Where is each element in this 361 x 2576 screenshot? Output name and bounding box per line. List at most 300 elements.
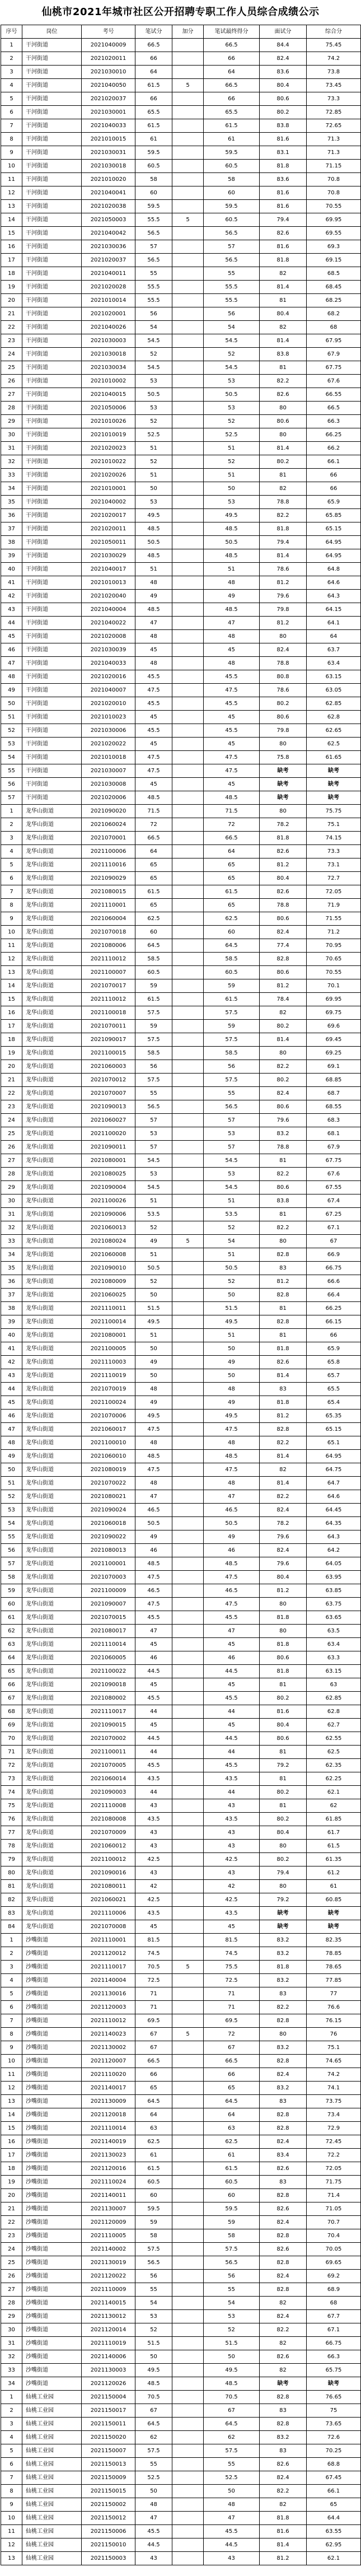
cell-bonus [172,697,204,711]
cell-written-score: 60.5 [135,966,172,979]
cell-bonus [172,1477,204,1490]
cell-post: 龙华山街道 [22,1194,82,1208]
cell-index: 32 [1,2350,22,2364]
cell-bonus [172,1625,204,1638]
cell-post: 干河街道 [22,146,82,160]
cell-post: 干河街道 [22,415,82,428]
cell-interview-score: 81.6 [260,2525,307,2538]
cell-interview-score: 82.8 [260,953,307,966]
cell-post: 仙桃工业园 [22,2391,82,2404]
cell-final-written-score: 53 [204,2310,260,2323]
cell-post: 龙华山街道 [22,1826,82,1840]
cell-final-written-score: 56.5 [204,2256,260,2270]
cell-bonus [172,2323,204,2337]
cell-post: 干河街道 [22,348,82,361]
cell-total-score: 67.95 [307,334,361,348]
cell-bonus [172,536,204,549]
cell-exam-number: 2021110019 [82,2337,135,2350]
cell-total-score: 缺考 [307,764,361,778]
cell-total-score: 66.15 [307,1315,361,1329]
cell-post: 龙华山街道 [22,818,82,832]
cell-post: 沙嘴街道 [22,2162,82,2176]
cell-exam-number: 2021140023 [82,2028,135,2041]
cell-bonus [172,1208,204,1221]
cell-interview-score: 81.8 [260,1342,307,1356]
cell-final-written-score: 66 [204,2068,260,2082]
cell-total-score: 72.85 [307,106,361,119]
cell-final-written-score: 48 [204,1436,260,1450]
cell-total-score: 63.15 [307,670,361,684]
cell-total-score: 66.75 [307,1262,361,1275]
cell-index: 31 [1,1208,22,1221]
cell-final-written-score: 64 [204,66,260,79]
cell-post: 龙华山街道 [22,1678,82,1692]
cell-post: 龙华山街道 [22,1020,82,1033]
cell-final-written-score: 45.5 [204,670,260,684]
cell-index: 32 [1,455,22,469]
table-row [1,858,361,872]
table-row [1,1813,361,1826]
cell-index: 35 [1,1262,22,1275]
cell-post: 龙华山街道 [22,1651,82,1665]
cell-bonus [172,2189,204,2202]
cell-index: 76 [1,1813,22,1826]
cell-written-score: 50 [135,2485,172,2498]
cell-written-score: 42.5 [135,1853,172,1866]
cell-written-score: 57.5 [135,1074,172,1087]
cell-total-score: 72.05 [307,885,361,899]
cell-exam-number: 2021010026 [82,415,135,428]
cell-interview-score: 缺考 [260,2377,307,2391]
cell-written-score: 57.5 [135,2243,172,2256]
cell-bonus [172,2391,204,2404]
cell-total-score: 76.6 [307,2001,361,2014]
cell-interview-score: 83.8 [260,1194,307,1208]
cell-bonus [172,200,204,213]
cell-bonus [172,106,204,119]
cell-bonus [172,1463,204,1477]
cell-interview-score: 82.4 [260,2216,307,2229]
table-row [1,912,361,926]
cell-written-score: 47 [135,1490,172,1504]
cell-post: 沙嘴街道 [22,2216,82,2229]
cell-post: 沙嘴街道 [22,2243,82,2256]
cell-interview-score: 82.2 [260,1490,307,1504]
cell-written-score: 58.5 [135,953,172,966]
cell-written-score: 56.5 [135,1100,172,1114]
cell-exam-number: 2021090006 [82,1208,135,1221]
table-row [1,643,361,657]
cell-post: 干河街道 [22,670,82,684]
cell-bonus [172,2538,204,2552]
cell-post: 沙嘴街道 [22,2377,82,2391]
table-row [1,2108,361,2122]
cell-interview-score: 80 [260,428,307,442]
cell-exam-number: 2021070018 [82,926,135,939]
cell-bonus [172,2364,204,2377]
cell-index: 48 [1,670,22,684]
cell-index: 61 [1,1611,22,1625]
cell-final-written-score: 49.5 [204,2364,260,2377]
cell-exam-number: 2021020006 [82,791,135,805]
cell-total-score: 缺考 [307,778,361,791]
cell-final-written-score: 56.5 [204,1100,260,1114]
cell-interview-score: 80 [260,2028,307,2041]
cell-index: 34 [1,1248,22,1262]
table-row [1,2498,361,2512]
table-row [1,1181,361,1194]
cell-written-score: 55 [135,2283,172,2297]
cell-post: 干河街道 [22,361,82,375]
cell-index: 11 [1,173,22,186]
cell-final-written-score: 59.5 [204,200,260,213]
cell-post: 干河街道 [22,186,82,200]
cell-total-score: 82.35 [307,1934,361,1947]
cell-post: 龙华山街道 [22,993,82,1006]
cell-total-score: 缺考 [307,1907,361,1920]
table-row [1,1087,361,1100]
cell-interview-score: 缺考 [260,1907,307,1920]
cell-total-score: 62.95 [307,2538,361,2552]
cell-bonus [172,1020,204,1033]
cell-written-score: 53.5 [135,1208,172,1221]
cell-written-score: 52 [135,2323,172,2337]
cell-exam-number: 2021060004 [82,912,135,926]
cell-index: 59 [1,1584,22,1598]
cell-final-written-score: 58.5 [204,953,260,966]
cell-exam-number: 2021080001 [82,1329,135,1342]
header-cell-post: 岗位 [22,25,82,39]
cell-interview-score: 77.4 [260,939,307,953]
cell-interview-score: 81.6 [260,186,307,200]
cell-post: 龙华山街道 [22,1275,82,1289]
cell-written-score: 44.5 [135,1732,172,1746]
cell-bonus: 5 [172,79,204,92]
cell-written-score: 53 [135,375,172,388]
cell-total-score: 65.1 [307,1436,361,1450]
cell-final-written-score: 57.5 [204,2243,260,2256]
cell-interview-score: 80.2 [260,1692,307,1705]
cell-interview-score: 81.8 [260,1665,307,1678]
cell-interview-score: 83.2 [260,1974,307,1987]
cell-bonus [172,1410,204,1423]
cell-written-score: 67 [135,2041,172,2055]
cell-written-score: 61.5 [135,119,172,133]
cell-final-written-score: 63 [204,2122,260,2135]
cell-total-score: 64.3 [307,590,361,603]
table-row [1,522,361,536]
cell-exam-number: 2021080002 [82,1692,135,1705]
cell-final-written-score: 53 [204,1168,260,1181]
cell-final-written-score: 44.5 [204,1665,260,1678]
cell-final-written-score: 50 [204,1369,260,1383]
cell-index: 1 [1,2391,22,2404]
cell-written-score: 69.5 [135,2014,172,2028]
cell-bonus [172,563,204,576]
cell-total-score: 72.65 [307,119,361,133]
cell-interview-score: 81 [260,1746,307,1759]
cell-post: 干河街道 [22,590,82,603]
cell-written-score: 60.5 [135,2176,172,2189]
cell-post: 龙华山街道 [22,1114,82,1127]
cell-bonus [172,1920,204,1934]
cell-index: 5 [1,92,22,106]
cell-post: 龙华山街道 [22,1262,82,1275]
cell-final-written-score: 46 [204,1544,260,1557]
cell-post: 仙桃工业园 [22,2485,82,2498]
cell-written-score: 44.5 [135,2538,172,2552]
cell-total-score: 64.35 [307,1517,361,1530]
cell-interview-score: 82.4 [260,926,307,939]
table-row [1,2337,361,2350]
cell-bonus [172,1127,204,1141]
cell-exam-number: 2021080017 [82,1625,135,1638]
cell-written-score: 54 [135,321,172,334]
cell-total-score: 69.15 [307,254,361,267]
cell-interview-score: 82.4 [260,1544,307,1557]
cell-total-score: 66.3 [307,2350,361,2364]
cell-post: 龙华山街道 [22,1920,82,1934]
cell-final-written-score: 45 [204,711,260,724]
cell-total-score: 71.15 [307,160,361,173]
cell-exam-number: 2021010002 [82,375,135,388]
cell-exam-number: 2021120016 [82,2162,135,2176]
cell-post: 龙华山街道 [22,1369,82,1383]
cell-interview-score: 82.2 [260,2001,307,2014]
table-row [1,885,361,899]
table-row [1,133,361,146]
cell-interview-score: 缺考 [260,764,307,778]
table-row [1,1221,361,1235]
cell-post: 沙嘴街道 [22,2149,82,2162]
cell-bonus [172,2162,204,2176]
cell-total-score: 67.1 [307,1221,361,1235]
cell-post: 干河街道 [22,738,82,751]
cell-post: 干河街道 [22,254,82,267]
cell-total-score: 65.5 [307,1383,361,1396]
cell-written-score: 46.5 [135,1504,172,1517]
cell-exam-number: 2021060014 [82,1772,135,1786]
cell-interview-score: 80 [260,1235,307,1248]
cell-written-score: 45 [135,1638,172,1651]
cell-bonus [172,858,204,872]
table-row [1,213,361,227]
cell-index: 30 [1,1194,22,1208]
cell-written-score: 44.5 [135,1665,172,1678]
cell-interview-score: 80.2 [260,106,307,119]
cell-final-written-score: 54 [204,1235,260,1248]
cell-exam-number: 2021040017 [82,563,135,576]
cell-bonus [172,2176,204,2189]
cell-total-score: 65.9 [307,1342,361,1356]
table-row [1,1302,361,1315]
cell-bonus [172,267,204,281]
cell-bonus [172,845,204,858]
cell-post: 干河街道 [22,643,82,657]
cell-exam-number: 2021010022 [82,455,135,469]
cell-final-written-score: 50.5 [204,388,260,402]
cell-total-score: 75.1 [307,818,361,832]
cell-bonus [172,92,204,106]
cell-final-written-score: 66.5 [204,39,260,52]
cell-total-score: 缺考 [307,1920,361,1934]
cell-interview-score: 80.4 [260,1719,307,1732]
cell-index: 14 [1,213,22,227]
cell-index: 31 [1,442,22,455]
cell-interview-score: 79.8 [260,724,307,738]
cell-bonus [172,1732,204,1746]
cell-final-written-score: 49 [204,1530,260,1544]
cell-total-score: 77 [307,1987,361,2001]
cell-exam-number: 2021100020 [82,1127,135,1141]
cell-index: 42 [1,1356,22,1369]
cell-interview-score: 78.6 [260,684,307,697]
cell-exam-number: 2021110011 [82,1302,135,1315]
cell-exam-number: 2021110006 [82,1907,135,1920]
cell-post: 龙华山街道 [22,1746,82,1759]
cell-post: 沙嘴街道 [22,2283,82,2297]
cell-exam-number: 2021030001 [82,106,135,119]
cell-post: 龙华山街道 [22,1866,82,1880]
cell-final-written-score: 59 [204,979,260,993]
cell-index: 2 [1,818,22,832]
cell-interview-score: 80.6 [260,1181,307,1194]
cell-total-score: 71.55 [307,912,361,926]
table-row [1,509,361,522]
cell-interview-score: 80.6 [260,966,307,979]
cell-exam-number: 2021100024 [82,1396,135,1410]
cell-written-score: 49.5 [135,1315,172,1329]
cell-exam-number: 2021020017 [82,509,135,522]
cell-index: 2 [1,52,22,66]
cell-interview-score: 82.8 [260,2283,307,2297]
cell-final-written-score: 47.5 [204,1598,260,1611]
cell-interview-score: 83.8 [260,119,307,133]
cell-total-score: 71.2 [307,926,361,939]
cell-exam-number: 2021010001 [82,482,135,496]
cell-interview-score: 81.4 [260,1369,307,1383]
cell-bonus [172,442,204,455]
cell-post: 龙华山街道 [22,1584,82,1598]
cell-bonus [172,1033,204,1047]
cell-total-score: 61.85 [307,1813,361,1826]
cell-interview-score: 81.2 [260,1410,307,1423]
table-row [1,2404,361,2418]
cell-total-score: 72.9 [307,2122,361,2135]
cell-bonus [172,617,204,630]
cell-final-written-score: 54.5 [204,1154,260,1168]
cell-index: 60 [1,1598,22,1611]
cell-written-score: 56 [135,2270,172,2283]
cell-index: 58 [1,1571,22,1584]
table-row [1,1436,361,1450]
cell-exam-number: 2021080024 [82,1235,135,1248]
cell-final-written-score: 44 [204,1746,260,1759]
cell-post: 沙嘴街道 [22,1934,82,1947]
cell-index: 11 [1,2068,22,2082]
cell-post: 沙嘴街道 [22,2364,82,2377]
table-row [1,778,361,791]
cell-final-written-score: 44.5 [204,2538,260,2552]
cell-bonus [172,1813,204,1826]
table-row [1,267,361,281]
cell-final-written-score: 66 [204,52,260,66]
cell-index: 27 [1,1154,22,1168]
table-row [1,160,361,173]
cell-bonus [172,1893,204,1907]
cell-total-score: 64.8 [307,563,361,576]
cell-index: 55 [1,764,22,778]
cell-index: 16 [1,240,22,254]
cell-written-score: 74.5 [135,1947,172,1961]
cell-index: 53 [1,1504,22,1517]
cell-final-written-score: 43.5 [204,1907,260,1920]
cell-post: 干河街道 [22,697,82,711]
table-body [1,39,361,2565]
cell-written-score: 45 [135,711,172,724]
cell-bonus [172,778,204,791]
table-row [1,1060,361,1074]
cell-post: 龙华山街道 [22,1315,82,1329]
cell-total-score: 70.1 [307,979,361,993]
cell-bonus [172,1168,204,1181]
cell-bonus [172,1692,204,1705]
cell-written-score: 51 [135,442,172,455]
table-row [1,845,361,858]
cell-total-score: 67 [307,1235,361,1248]
cell-bonus [172,240,204,254]
cell-exam-number: 2021010015 [82,133,135,146]
cell-total-score: 64.2 [307,1544,361,1557]
cell-total-score: 71.3 [307,146,361,160]
cell-written-score: 55.5 [135,294,172,307]
table-row [1,1840,361,1853]
cell-total-score: 74.2 [307,52,361,66]
cell-exam-number: 2021070007 [82,1087,135,1100]
table-row [1,926,361,939]
cell-final-written-score: 48.5 [204,603,260,617]
cell-exam-number: 2021140004 [82,1974,135,1987]
cell-post: 沙嘴街道 [22,2176,82,2189]
table-row [1,590,361,603]
cell-total-score: 68.7 [307,1087,361,1100]
cell-index: 75 [1,1799,22,1813]
table-row [1,1490,361,1504]
cell-final-written-score: 48.5 [204,522,260,536]
cell-written-score: 45 [135,778,172,791]
cell-exam-number: 2021060027 [82,1114,135,1127]
cell-index: 4 [1,1974,22,1987]
cell-bonus [172,1705,204,1719]
cell-bonus [172,361,204,375]
cell-total-score: 63.85 [307,1584,361,1598]
cell-bonus [172,160,204,173]
cell-exam-number: 2021090016 [82,1866,135,1880]
cell-interview-score: 82.8 [260,2256,307,2270]
cell-final-written-score: 54 [204,2297,260,2310]
cell-final-written-score: 49.5 [204,509,260,522]
table-row [1,2471,361,2485]
cell-final-written-score: 52 [204,1275,260,1289]
cell-post: 沙嘴街道 [22,2202,82,2216]
cell-interview-score: 82.2 [260,1436,307,1450]
cell-interview-score: 80.6 [260,1100,307,1114]
cell-post: 干河街道 [22,711,82,724]
cell-written-score: 61.5 [135,2162,172,2176]
table-row [1,2202,361,2216]
cell-written-score: 57.5 [135,1033,172,1047]
table-row [1,2431,361,2444]
